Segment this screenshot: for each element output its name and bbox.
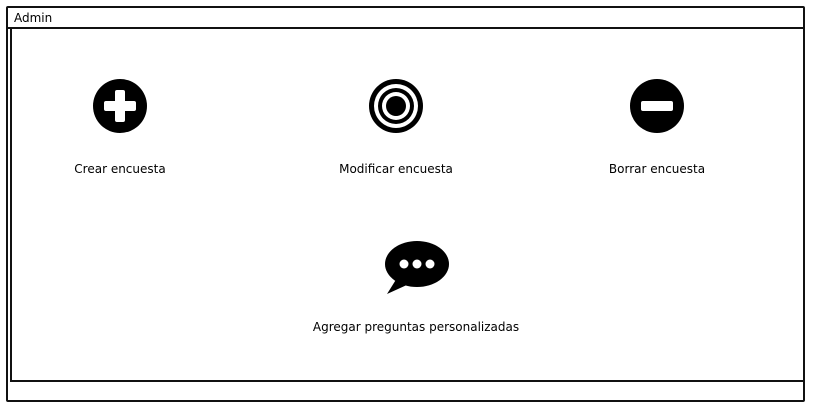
minus-circle-icon xyxy=(629,78,685,134)
speech-bubble-icon xyxy=(383,240,449,296)
add-custom-questions-label: Agregar preguntas personalizadas xyxy=(312,320,520,334)
modify-survey-label: Modificar encuesta xyxy=(339,162,453,176)
title-bar xyxy=(8,8,803,29)
window-title: Admin xyxy=(14,11,53,25)
admin-window xyxy=(6,6,805,402)
create-survey-button[interactable] xyxy=(0,78,250,176)
status-bar xyxy=(10,380,803,400)
main-content xyxy=(10,29,803,381)
target-icon xyxy=(368,78,424,134)
add-custom-questions-button[interactable] xyxy=(286,240,546,334)
create-survey-label: Crear encuesta xyxy=(74,162,166,176)
plus-circle-icon xyxy=(92,78,148,134)
modify-survey-button[interactable] xyxy=(266,78,526,176)
delete-survey-label: Borrar encuesta xyxy=(608,162,706,176)
delete-survey-button[interactable] xyxy=(527,78,787,176)
